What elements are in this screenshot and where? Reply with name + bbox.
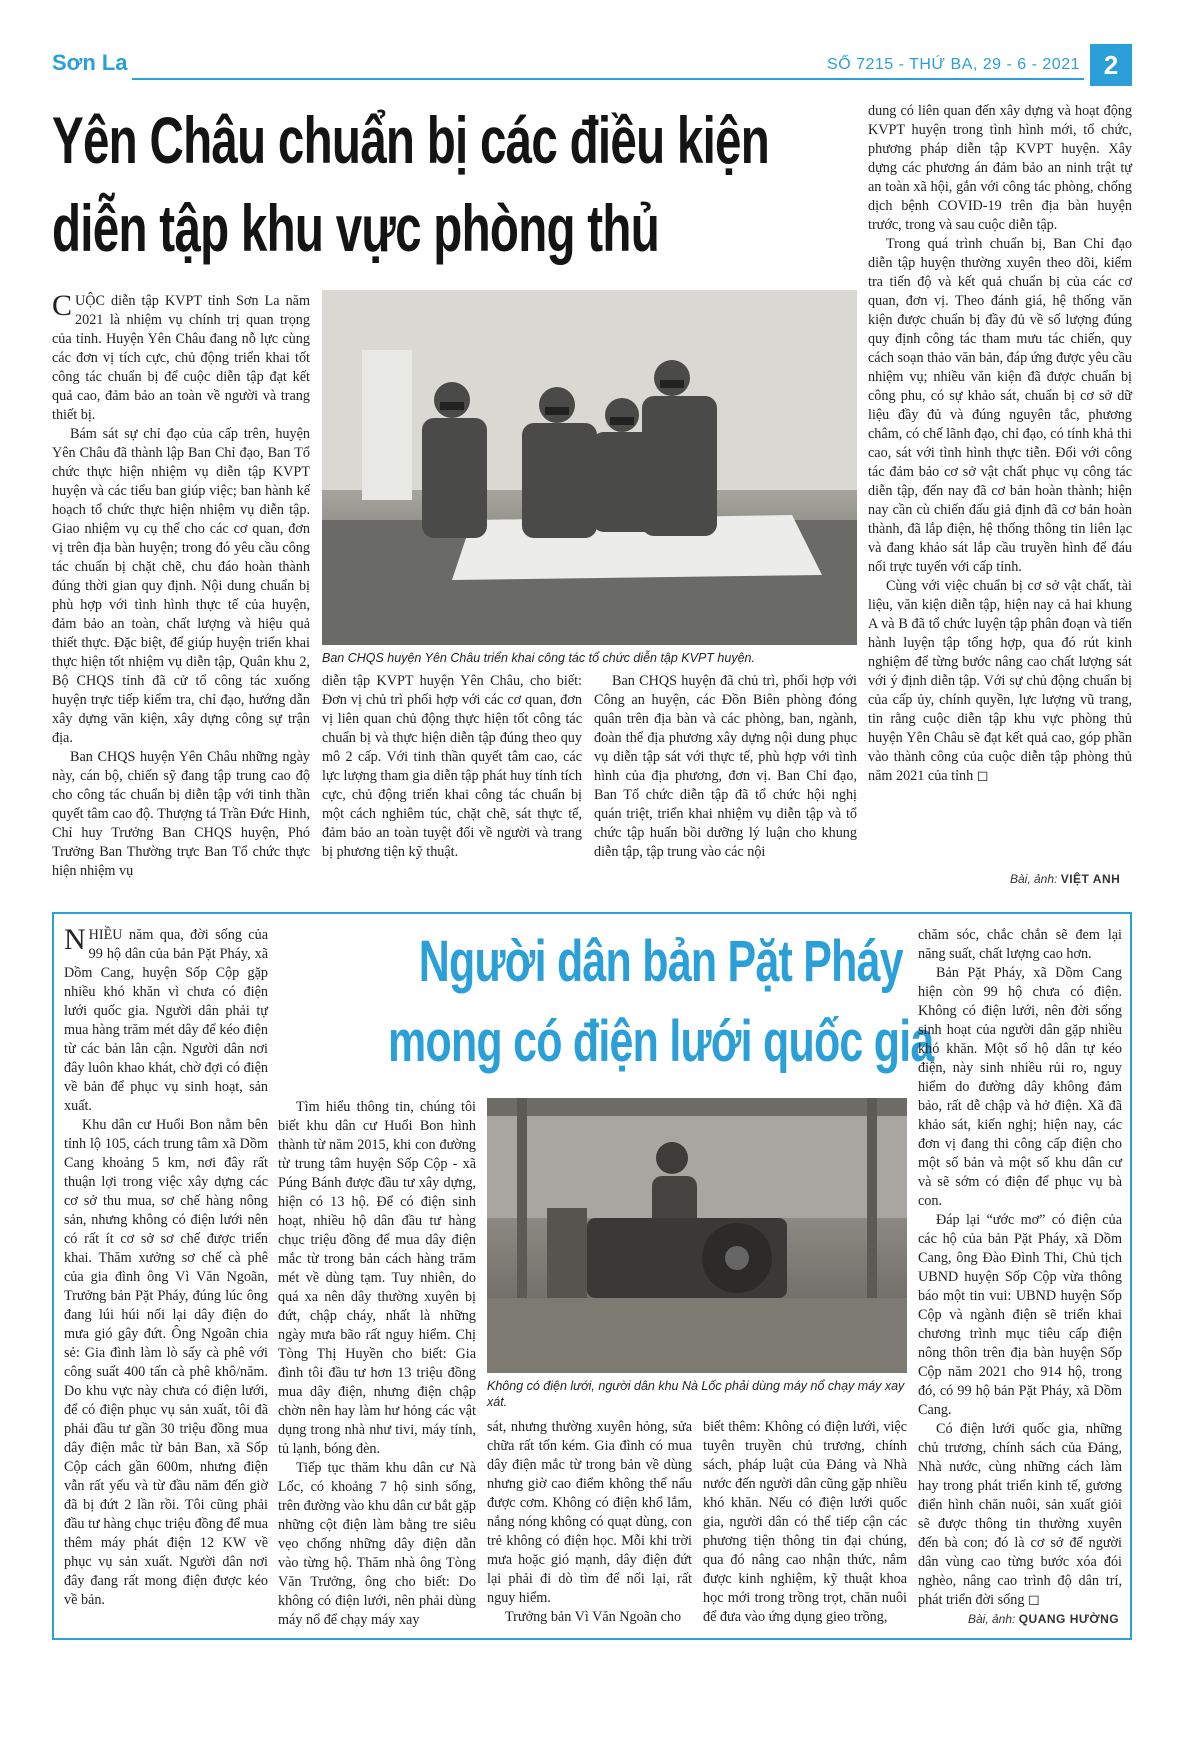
story2-paragraph: sát, nhưng thường xuyên hỏng, sửa chữa rất tốn kém. Gia đình có mua dây điện mắc từ trong bản về dùng nhưng giờ cao điểm không thể nấu được cơm. Không có điện khổ lắm, nắng nóng không có quạt dùng, con trẻ không có điện học. Mỗi khi trời mưa hoặc gió mạnh, dây điện đứt lại phải đi dò tìm để nối lại, rất nguy hiểm. (487, 1419, 692, 1606)
story1-column-4 (868, 102, 1132, 786)
dropcap: C (52, 289, 73, 322)
header-rule (132, 78, 1084, 80)
story2-credit (968, 1612, 1119, 1626)
story1-paragraph: UỘC diễn tập KVPT tỉnh Sơn La năm 2021 là nhiệm vụ chính trị quan trọng của tỉnh. Huyện Yên Châu đang nỗ lực cùng các đơn vị tích cực, chủ động triển khai tốt công tác chuẩn bị để cuộc diễn tập đạt kết quả cao, đảm bảo an toàn về người và trang thiết bị. (52, 293, 310, 423)
credit-label: Bài, ảnh: (1010, 872, 1058, 886)
story1-headline (52, 96, 851, 272)
story2-column-4 (703, 1418, 907, 1627)
story2-paragraph: HIỀU năm qua, đời sống của 99 hộ dân của bản Pặt Pháy, xã Dồm Cang, huyện Sốp Cộp gặp nhiều khó khăn vì chưa có điện lưới quốc gia. Người dân phải tự mua hàng trăm mét dây để kéo điện từ các bản lân cận. Người dân nơi đây luôn khao khát, chờ đợi có điện về bản để phục vụ sinh hoạt, sản xuất. (64, 927, 268, 1114)
story2-paragraph: biết thêm: Không có điện lưới, việc tuyên truyền chủ trương, chính sách, pháp luật của Đảng và Nhà nước đến người dân cũng gặp nhiều khó khăn. Nếu có điện lưới quốc gia, người dân có thể tiếp cận các phương tiện thông tin đại chúng, qua đó nâng cao nhận thức, nắm được kinh nghiệm, kỹ thuật khoa học mới trong trồng trọt, chăn nuôi để đưa vào ứng dụng gieo trồng, (703, 1419, 907, 1625)
story2-column-1 (64, 923, 268, 1610)
story2-column-5 (918, 926, 1122, 1610)
story1-photo-caption: Ban CHQS huyện Yên Châu triển khai công tác tổ chức diễn tập KVPT huyện. (322, 651, 755, 665)
credit-author: VIỆT ANH (1060, 872, 1121, 886)
story2-photo (487, 1098, 907, 1373)
story2-photo-caption: Không có điện lưới, người dân khu Nà Lốc phải dùng máy nổ chạy máy xay xát. (487, 1379, 905, 1409)
officers-photo-illustration (322, 290, 857, 645)
story1-credit (1010, 872, 1120, 886)
dropcap: N (64, 923, 86, 956)
story1-headline-line2: diễn tập khu vực phòng thủ (52, 191, 660, 265)
credit-label: Bài, ảnh: (968, 1612, 1016, 1626)
page-number: 2 (1090, 44, 1132, 86)
story1-paragraph: Cùng với việc chuẩn bị cơ sở vật chất, tài liệu, văn kiện diễn tập, hiện nay cả hai khung A và B đã tổ chức luyện tập phân đoạn và tiến hành luyện tập tổng hợp, qua đó rút kinh nghiệm để từng bước nâng cao chất lượng sát với ý định diễn tập. Với sự chủ động chuẩn bị của cấp ủy, chính quyền, lực lượng vũ trang, tin rằng cuộc diễn tập khu vực phòng thủ huyện Yên Châu sẽ đạt kết quả cao, góp phần vào thành công của cuộc diễn tập phòng thủ năm 2021 của tỉnh ◻ (868, 578, 1132, 784)
story1-photo (322, 290, 857, 645)
story1-paragraph: diễn tập KVPT huyện Yên Châu, cho biết: Đơn vị chủ trì phối hợp với các cơ quan, đơn vị liên quan chủ động thực hiện tốt công tác chuẩn bị và thực hiện diễn tập đúng theo quy mô 2 cấp. Với tinh thần quyết tâm cao, các lực lượng tham gia diễn tập phát huy tính tích cực, chủ động triển khai công tác chuẩn bị một cách nghiêm túc, chặt chẽ, sát thực tế, đảm bảo an toàn tuyệt đối về người và trang bị phương tiện kỹ thuật. (322, 673, 582, 860)
story2-paragraph: Bản Pặt Pháy, xã Dồm Cang hiện còn 99 hộ chưa có điện. Không có điện lưới, nên đời sống sinh hoạt của người dân gặp nhiều khó khăn. Một số hộ dân tự kéo điện, này sinh nhiều rủi ro, nguy hiểm do đường dây không đảm bảo, rất dễ chập và hở điện. Xã đã khảo sát, kiến nghị; hiện nay, các đơn vị đang thi công cấp điện cho một số bản và một số khu dân cư và sẽ sớm có điện để phục vụ bà con. (918, 965, 1122, 1209)
story2-paragraph: Trưởng bản Vì Văn Ngoãn cho (505, 1609, 682, 1625)
story1-paragraph: dung có liên quan đến xây dựng và hoạt động KVPT huyện trong tình hình mới, tổ chức, phương pháp diễn tập KVPT huyện. Xây dựng các phương án đảm bảo an ninh trật tự an toàn xã hội, gắn với công tác phòng, chống dịch bệnh COVID-19 trên địa bàn huyện trước, trong và sau cuộc diễn tập. (868, 103, 1132, 233)
credit-author: QUANG HƯỜNG (1018, 1612, 1120, 1626)
story2-column-3 (487, 1418, 692, 1627)
story1-column-2 (322, 672, 582, 862)
story2-paragraph: Tiếp tục thăm khu dân cư Nà Lốc, có khoảng 7 hộ sinh sống, trên đường vào khu dân cư bắt gặp những cột điện làm bằng tre siêu vẹo chống những dây điện dẫn vào từng hộ. Thăm nhà ông Tòng Văn Trưởng, ông cho biết: Do không có điện lưới, nên phải dùng máy nổ để chạy máy xay (278, 1460, 476, 1628)
story1-paragraph: Ban CHQS huyện Yên Châu những ngày này, cán bộ, chiến sỹ đang tập trung cao độ cho công tác chuẩn bị diễn tập với tinh thần quyết tâm cao độ. Thượng tá Trần Đức Hinh, Chỉ huy Trưởng Ban CHQS huyện, Phó Trưởng Ban Thường trực Ban Tổ chức thực hiện nhiệm vụ (52, 749, 310, 879)
story2-paragraph: Có điện lưới quốc gia, những chủ trương, chính sách của Đảng, Nhà nước, cùng những cách làm hay trong phát triển kinh tế, gương điển hình chăn nuôi, sản xuất giỏi sẽ được thông tin thường xuyên đến bà con; đó là cơ sở để người dân vùng cao từng bước xóa đói nghèo, nâng cao trình độ dân trí, phát triển đời sống ◻ (918, 1421, 1122, 1608)
story1-headline-line1: Yên Châu chuẩn bị các điều kiện (52, 103, 770, 177)
story1-paragraph: Trong quá trình chuẩn bị, Ban Chỉ đạo diễn tập huyện thường xuyên theo dõi, kiểm tra tiến độ và kết quả chuẩn bị của các cơ quan, đơn vị. Theo đánh giá, hệ thống văn kiện được chuẩn bị đầy đủ về số lượng đúng quy định công tác tham mưu tác chiến, quy cách soạn thảo văn bản, đáp ứng được yêu cầu nhiệm vụ; nhiều văn kiện đã được chuẩn bị công phu, có sự khảo sát, chuẩn bị cơ sở dữ liệu đầy đủ và đúng nguyên tắc, phương châm, có chế lãnh đạo, chỉ đạo, có tính khả thi cao, sát với tình hình thực tiễn. Đối với công tác đảm bảo cơ sở vật chất phục vụ công tác diễn tập, đến nay đã cơ bản hoàn thành; hiện nay cần cù chiến đấu giả định đã cơ bản hoàn thành, đã lắp điện, hệ thống thông tin liên lạc và đang khảo sát lắp cầu truyền hình để đáu nối trực tuyến với cấp tỉnh. (868, 236, 1132, 575)
story1-column-3 (594, 672, 857, 862)
story1-column-1 (52, 289, 310, 881)
story1-paragraph: Ban CHQS huyện đã chủ trì, phối hợp với Công an huyện, các Đồn Biên phòng đóng quân trên địa bàn và các phòng, ban, ngành, đoàn thể địa phương xây dựng nội dung phục vụ diễn tập sát với thực tế, phù hợp với tình hình của địa phương, đơn vị. Ban Chỉ đạo, Ban Tổ chức diễn tập đã tổ chức hội nghị quán triệt, triển khai nhiệm vụ diễn tập và tổ chức tập huấn bồi dưỡng lý luận cho khung diễn tập, tập trung vào các nội (594, 673, 857, 860)
story2-paragraph: chăm sóc, chắc chắn sẽ đem lại năng suất, chất lượng cao hơn. (918, 927, 1122, 962)
story2-headline-line1: Người dân bản Pặt Pháy (418, 929, 903, 994)
story2-paragraph: Đáp lại “ước mơ” có điện của các hộ của bản Pặt Pháy, xã Dồm Cang, ông Đào Đình Thi, Chủ tịch UBND huyện Sốp Cộp vừa thông báo một tin vui: UBND huyện Sốp Cộp và ngành điện sẽ triển khai chương trình mục tiêu cấp điện nông thôn trên địa bàn huyện Sốp Cộp năm 2021 cho 914 hộ, trong đó, có 99 hộ bản Pặt Pháy, xã Dồm Cang. (918, 1212, 1122, 1418)
story2-headline-line2: mong có điện lưới quốc gia (388, 1009, 934, 1074)
story2-paragraph: Khu dân cư Huổi Bon nằm bên tỉnh lộ 105, cách trung tâm xã Dồm Cang khoảng 5 km, nơi đây rất thuận lợi trong việc xây dựng các cơ sở thu mua, sơ chế hàng nông sản, nhưng không có điện lưới nên có rất ít cơ sở sơ chế được triển khai. Thăm xưởng sơ chế cà phê của gia đình ông Vì Văn Ngoãn, Trưởng bản Pặt Pháy, đúng lúc ông đang lúi húi nối lại dây điện do mưa gió gây đứt. Ông Ngoãn chia sẻ: Gia đình làm lò sấy cà phê với công suất 400 tấn cà phê khô/năm. Do khu vực này chưa có điện lưới, để có điện phục vụ sản xuất, tôi đã phải đầu tư gần 30 triệu đồng mua dây điện mắc từ bản Ban, xã Sốp Cộp cách gần 600m, nhưng điện vẫn rất yếu và từ đầu năm đến giờ đã bị đứt 2 lần rồi. Tôi cũng phải đầu tư hàng chục triệu đồng để mua thêm máy phát điện 12 KW về phục vụ sản xuất. Người dân nơi đây đang rất mong điện được kéo về bản. (64, 1117, 268, 1608)
engine-photo-illustration (487, 1098, 907, 1373)
section-name: Sơn La (52, 50, 128, 75)
story2-paragraph: Tìm hiểu thông tin, chúng tôi biết khu dân cư Huổi Bon hình thành từ năm 2015, khi con đường từ trung tâm huyện Sốp Cộp - xã Púng Bánh được đầu tư xây dựng, hiện có 13 hộ. Để có điện sinh hoạt, nhiều hộ dân đầu tư hàng chục triệu đồng để mua dây điện mắc từ trong bản cách hàng trăm mét về dùng tạm. Tuy nhiên, do quá xa nên dây thường xuyên bị đứt, chập cháy, nhất là những ngày mưa bão rất nguy hiểm. Chị Tòng Thị Huyền cho biết: Gia đình tôi đầu tư hơn 13 triệu đồng mua dây điện, nhưng điện chập chờn nên hay làm hư hỏng các vật dụng trong nhà như tivi, máy tính, tủ lạnh, bóng đèn. (278, 1099, 476, 1457)
page-header (52, 44, 1132, 84)
story2-column-2 (278, 1098, 476, 1630)
issue-info: SỐ 7215 - THỨ BA, 29 - 6 - 2021 (827, 56, 1080, 73)
story1-paragraph: Bám sát sự chỉ đạo của cấp trên, huyện Yên Châu đã thành lập Ban Chỉ đạo, Ban Tổ chức thực hiện nhiệm vụ diễn tập KVPT huyện và các tiểu ban giúp việc; ban hành kế hoạch tổ chức thực hiện nhiệm vụ diễn tập. Giao nhiệm vụ cụ thể cho các cơ quan, đơn vị trên địa bàn huyện; trong đó yêu cầu công tác chuẩn bị chặt chẽ, chu đáo hoàn thành đúng thời gian quy định. Nội dung chuẩn bị phù hợp với tình hình thực tế của huyện, đảm bảo an toàn, chất lượng và hiệu quả thiết thực. Đặc biệt, để giúp huyện triển khai thực hiện tốt nhiệm vụ diễn tập, Quân khu 2, Bộ CHQS tỉnh đã cử tổ công tác xuống huyện trực tiếp kiểm tra, chỉ đạo, hướng dẫn xây dựng văn kiện, xây dựng công sự trận địa. (52, 426, 310, 746)
